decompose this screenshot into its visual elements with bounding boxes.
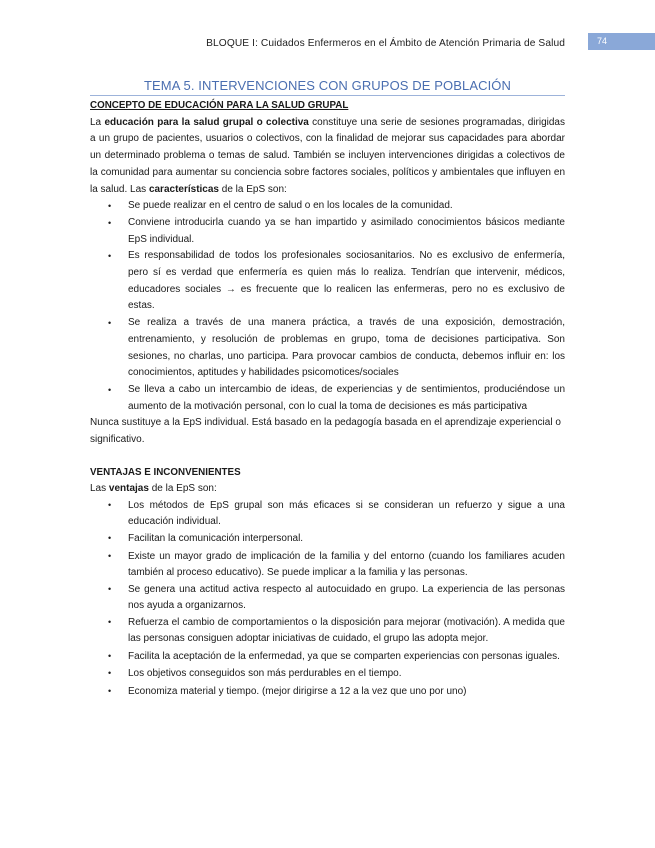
list-item (90, 615, 565, 646)
intro-text-pre: La (90, 116, 105, 128)
ventajas-intro (90, 481, 565, 498)
chapter-title: TEMA 5. INTERVENCIONES CON GRUPOS DE POBLACIÓN (144, 78, 511, 93)
list-item (90, 531, 565, 547)
document-body (90, 98, 565, 701)
list-item-text: Conviene introducirla cuando ya se han impartido y asimilado conocimientos básicos mediante EpS individual. (128, 216, 565, 245)
intro-bold-term-2: características (148, 183, 219, 195)
list-item (90, 582, 565, 613)
bullet-icon: • (108, 685, 112, 696)
bullet-icon: • (108, 251, 112, 262)
bullet-icon: • (108, 201, 112, 212)
ventajas-intro-pre: Las (90, 483, 109, 495)
section-spacer (90, 449, 565, 465)
list-item-text: Se genera una actitud activa respecto al autocuidado en grupo. La experiencia de las personas nos ayuda a organizarnos. (128, 584, 565, 611)
bullet-icon: • (108, 668, 112, 679)
bullet-icon: • (108, 650, 112, 661)
list-item (90, 684, 565, 700)
list-item-text: Es responsabilidad de todos los profesionales sociosanitarios. No es exclusivo de enfermería, pero sí es verdad que enfermería es quien más lo realiza. Tendrían que intervenir, médicos, educadores sociales → es frecuente que lo realicen las enfermeras, pero no es exclusivo de estas. (128, 250, 565, 312)
list-item (90, 549, 565, 580)
bullet-icon: • (108, 584, 112, 595)
list-item (90, 315, 565, 382)
ventajas-intro-post: de la EpS son: (148, 483, 217, 495)
page-number-badge: 74 (588, 33, 655, 50)
list-item-text: Existe un mayor grado de implicación de la familia y del entorno (cuando los familiares acuden también al proceso educativo). Se puede implicar a la familia y las personas. (128, 550, 565, 578)
list-item (90, 649, 565, 665)
list-item (90, 666, 565, 682)
ventajas-bold-term: ventajas (108, 483, 149, 495)
bullet-icon: • (108, 533, 112, 544)
list-item (90, 498, 565, 529)
list-item (90, 382, 565, 415)
caracteristicas-list (90, 198, 565, 415)
section-heading-ventajas: VENTAJAS E INCONVENIENTES (90, 466, 241, 478)
list-item-text: Economiza material y tiempo. (mejor dirigirse a 12 a la vez que uno por uno) (128, 685, 467, 697)
list-item (90, 198, 565, 215)
ventajas-list (90, 498, 565, 699)
list-item (90, 248, 565, 315)
bullet-icon: • (108, 318, 112, 329)
list-item-text: Facilitan la comunicación interpersonal. (128, 533, 304, 545)
list-item (90, 215, 565, 248)
list-item-text: Los objetivos conseguidos son más perdurables en el tiempo. (128, 668, 402, 680)
intro-text-mid: constituye una serie de sesiones programadas, dirigidas a un grupo de pacientes, usuarios o colectivos, con la finalidad de mejorar sus capacidades para abordar un determinado problema o temas de salud. También se incluyen intervenciones dirigidas a colectivos de la comunidad para aumentar su conciencia sobre factores sociales, políticos y ambientales que influyen en la salud. Las (90, 116, 565, 195)
intro-paragraph (90, 115, 565, 199)
list-item-text: Se lleva a cabo un intercambio de ideas, de experiencias y de sentimientos, produciéndose un aumento de la motivación personal, con lo cual la toma de decisiones es más participativa (128, 383, 565, 412)
bullet-icon: • (108, 384, 112, 395)
running-header: BLOQUE I: Cuidados Enfermeros en el Ámbito de Atención Primaria de Salud (206, 38, 565, 49)
bullet-icon: • (108, 217, 112, 228)
title-underline-rule (90, 95, 565, 96)
list-item-text: Refuerza el cambio de comportamientos o la disposición para mejorar (motivación). A medida que las personas consiguen adoptar iniciativas de cuidado, el grupo las adopta mejor. (128, 617, 565, 644)
list-item-text: Se realiza a través de una manera práctica, a través de una exposición, demostración, entrenamiento, y resolución de problemas en grupo, toma de decisiones participativa. Son sesiones, no charlas, uno participa. Para provocar cambios de conducta, debemos influir en: los conocimientos, aptitudes y habilidades psicomotices/sociales (128, 317, 565, 379)
list-item-text: Se puede realizar en el centro de salud o en los locales de la comunidad. (128, 200, 453, 212)
closing-paragraph: Nunca sustituye a la EpS individual. Está basado en la pedagogía basada en el aprendizaje experiencial o significativo. (90, 417, 561, 446)
intro-text-post: de la EpS son: (219, 183, 287, 195)
list-item-text: Los métodos de EpS grupal son más eficaces si se consideran un refuerzo y sigue a una educación individual. (128, 500, 565, 527)
bullet-icon: • (108, 550, 112, 561)
bullet-icon: • (108, 617, 112, 628)
bullet-icon: • (108, 500, 112, 511)
intro-bold-term: educación para la salud grupal o colectiva (104, 116, 309, 128)
section-heading-concepto: CONCEPTO DE EDUCACIÓN PARA LA SALUD GRUPAL (90, 100, 349, 111)
list-item-text: Facilita la aceptación de la enfermedad, ya que se comparten experiencias con personas iguales. (128, 650, 560, 662)
